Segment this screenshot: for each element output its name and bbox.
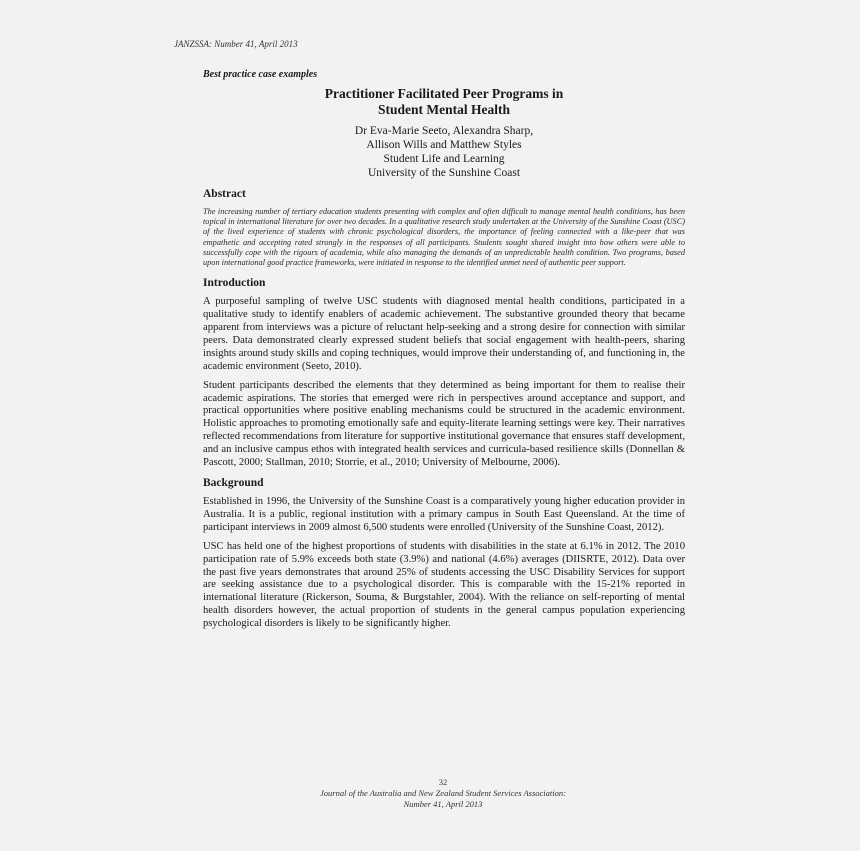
introduction-paragraph-1: A purposeful sampling of twelve USC students with diagnosed mental health conditions, participated in a qualitative study to identify enablers of academic achievement. The substantive grounded theory that became apparent from interviews was a picture of reluctant help-seeking and a strong desire for connection with similar peers. Data demonstrated clearly expressed student beliefs that social engagement with health-peers, sharing insights around study skills and coping techniques, would improve their understanding of, and functioning in, the academic environment (Seeto, 2010). [203, 296, 685, 372]
background-paragraph-1: Established in 1996, the University of the Sunshine Coast is a comparatively young higher education provider in Australia. It is a public, regional institution with a primary campus in South East Queensland. At the time of participant interviews in 2009 almost 6,500 students were enrolled (University of the Sunshine Coast, 2012). [203, 496, 685, 533]
title-line-1: Practitioner Facilitated Peer Programs in [324, 86, 564, 101]
introduction-paragraph-2: Student participants described the elements that they determined as being important for them to realise their academic aspirations. The stories that emerged were rich in perspectives around acceptance and support, and practical opportunities where positive enabling mechanisms could be structured in the academic environment. Holistic approaches to promoting emotionally safe and equity-literate learning settings were key. Their narratives reflected recommendations from literature for supportive institutional governance that ensures staff development, and an inclusive campus ethos with integrated health services and curricula-based resilience skills (Donnellan & Pascott, 2000; Stallman, 2010; Storrie, et al., 2010; University of Melbourne, 2006). [203, 379, 685, 469]
background-heading: Background [203, 477, 264, 489]
section-label: Best practice case examples [203, 69, 318, 80]
introduction-heading: Introduction [203, 277, 266, 290]
article-body [203, 69, 685, 637]
background-paragraph-2: USC has held one of the highest proportions of students with disabilities in the state at 6.1% in 2012. The 2010 participation rate of 5.9% exceeds both state (3.9%) and national (4.6%) averages (DIISRTE, 2012). Data over the past five years demonstrates that around 25% of students accessing the USC Disability Services for support are seeking assistance due to a psychological disorder. This is comparable with the 15-21% reported in international literature (Rickerson, Souma, & Burgstahler, 2004). With the reliance on self-reporting of mental health disorders however, the actual proportion of students in the general campus population experiencing psychological disorders is likely to be significantly higher. [203, 540, 685, 630]
title-line-2: Student Mental Health [377, 102, 510, 117]
page-footer [300, 777, 586, 810]
author-block [203, 124, 685, 180]
article-title [203, 86, 685, 118]
journal-name: Journal of the Australia and New Zealand Student Services Association: [320, 788, 566, 798]
author-line: Allison Wills and Matthew Styles [366, 139, 522, 151]
abstract-heading: Abstract [203, 188, 246, 200]
page-number: 32 [438, 777, 448, 787]
running-head: JANZSSA: Number 41, April 2013 [174, 39, 298, 49]
abstract-text: The increasing number of tertiary education students presenting with complex and often difficult to manage mental health conditions, has been topical in international literature for over two decades. In a qualitative research study undertaken at the University of the Sunshine Coast (USC) of the lived experience of students with chronic psychological disorders, the importance of feeling connected with a like-peer that was empathetic and accepting rated strongly in the responses of all participants. Students sought shared insight into how others were able to successfully cope with the rigours of academia, while also managing the demands of an unpredictable health condition. Two programs, based upon international good practice frameworks, were initiated in response to the identified unmet need of authentic peer support. [203, 207, 685, 268]
journal-issue: Number 41, April 2013 [403, 799, 483, 809]
author-line: Dr Eva-Marie Seeto, Alexandra Sharp, [354, 125, 534, 137]
affiliation-line: University of the Sunshine Coast [367, 167, 521, 179]
affiliation-line: Student Life and Learning [383, 153, 505, 165]
